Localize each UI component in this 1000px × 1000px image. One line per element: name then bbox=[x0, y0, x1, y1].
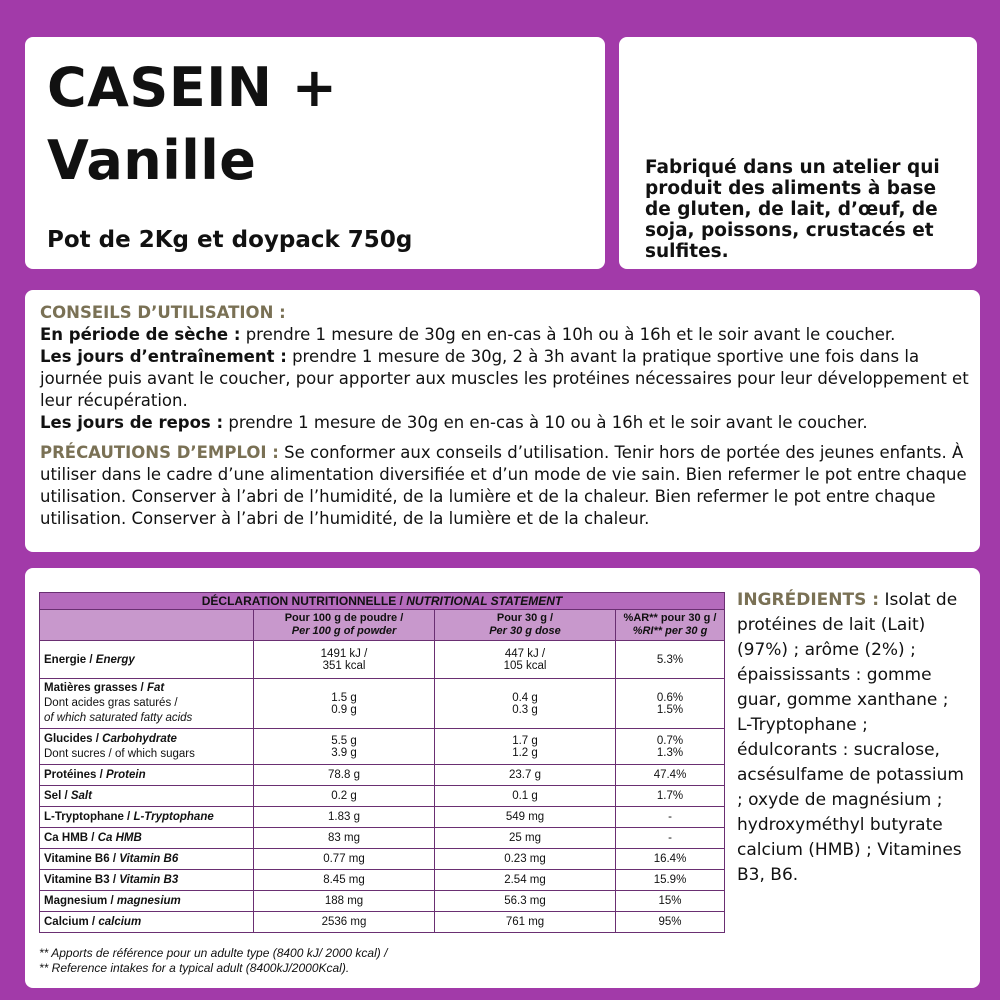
cell-100g bbox=[254, 679, 435, 729]
table-row bbox=[40, 807, 725, 828]
col2-fr: Pour 30 g / bbox=[496, 612, 554, 624]
cell-30g: 761 mg bbox=[435, 912, 616, 933]
ingredients-text: Isolat de protéines de lait (Lait) (97%) ; arôme (2%) ; épaississants : gomme guar, gomme xanthane ; L-Tryptophane ; édulcorants : sucralose, acsésulfame de potassium ; oxyde de magnésium ; hydroxyméthyl butyrate calcium (HMB) ; Vitamines B3, B6. bbox=[737, 590, 964, 885]
nutrition-title-fr: DÉCLARATION NUTRITIONNELLE / bbox=[201, 594, 403, 608]
cell-30g: 56.3 mg bbox=[435, 891, 616, 912]
cell-100g: 78.8 g bbox=[254, 765, 435, 786]
label-fr: Ca HMB / bbox=[44, 832, 95, 844]
table-row bbox=[40, 891, 725, 912]
value-main: 5.5 g bbox=[331, 734, 357, 747]
usage-heading: CONSEILS D’UTILISATION : bbox=[40, 303, 286, 322]
precautions-heading: PRÉCAUTIONS D’EMPLOI : bbox=[40, 443, 279, 462]
cell-ri: 1.7% bbox=[616, 786, 725, 807]
value-main: 0.6% bbox=[656, 691, 684, 704]
usage-block bbox=[40, 302, 970, 530]
table-row bbox=[40, 786, 725, 807]
cell-30g bbox=[435, 641, 616, 679]
nutrition-table-title bbox=[40, 593, 725, 610]
label-fr: Vitamine B6 / bbox=[44, 853, 117, 865]
ingredients-block bbox=[737, 588, 967, 888]
label-fr: Magnesium / bbox=[44, 895, 114, 907]
column-header-100g bbox=[254, 610, 435, 641]
cell-100g bbox=[254, 641, 435, 679]
cell-30g: 0.1 g bbox=[435, 786, 616, 807]
cell-100g: 2536 mg bbox=[254, 912, 435, 933]
label-en: Salt bbox=[70, 790, 92, 802]
usage-seche-label: En période de sèche : bbox=[40, 325, 241, 344]
cell-ri: 47.4% bbox=[616, 765, 725, 786]
value-sub: 0.3 g bbox=[512, 703, 538, 716]
cell-100g: 188 mg bbox=[254, 891, 435, 912]
table-row-glucides bbox=[40, 729, 725, 765]
label-en: Ca HMB bbox=[97, 832, 142, 844]
allergen-card bbox=[619, 37, 977, 269]
label-en: L-Tryptophane bbox=[133, 811, 214, 823]
row-label bbox=[40, 765, 254, 786]
usage-entrainement-label: Les jours d’entraînement : bbox=[40, 347, 287, 366]
usage-seche-text: prendre 1 mesure de 30g en en-cas à 10h ou à 16h et le soir avant le coucher. bbox=[240, 325, 896, 344]
product-title-line2: Vanille bbox=[47, 129, 257, 192]
label-en: Protein bbox=[106, 769, 146, 781]
cell-30g bbox=[435, 729, 616, 765]
cell-30g: 23.7 g bbox=[435, 765, 616, 786]
cell-ri: 16.4% bbox=[616, 849, 725, 870]
cell-ri: - bbox=[616, 828, 725, 849]
column-header-ri bbox=[616, 610, 725, 641]
cell-100g: 8.45 mg bbox=[254, 870, 435, 891]
energy-kj-100g: 1491 kJ / bbox=[320, 647, 368, 660]
row-label bbox=[40, 729, 254, 765]
product-title-line1: CASEIN + bbox=[47, 56, 338, 119]
value-main: 0.7% bbox=[656, 734, 684, 747]
energy-kcal-100g: 351 kcal bbox=[322, 659, 366, 672]
row-label bbox=[40, 870, 254, 891]
label-en: Carbohydrate bbox=[102, 732, 177, 745]
table-row bbox=[40, 870, 725, 891]
cell-30g bbox=[435, 679, 616, 729]
nutrition-card bbox=[25, 568, 980, 988]
nutrition-column-headers bbox=[40, 610, 725, 641]
label-fr: Sel / bbox=[44, 790, 68, 802]
label-en: Energy bbox=[95, 653, 135, 666]
cell-ri: 15.9% bbox=[616, 870, 725, 891]
label-en: calcium bbox=[98, 916, 142, 928]
title-card bbox=[25, 37, 605, 269]
cell-ri bbox=[616, 729, 725, 765]
label-en: magnesium bbox=[116, 895, 181, 907]
value-sub: 1.3% bbox=[656, 746, 684, 759]
column-header-30g bbox=[435, 610, 616, 641]
usage-repos-label: Les jours de repos : bbox=[40, 413, 224, 432]
row-label bbox=[40, 786, 254, 807]
cell-ri: 5.3% bbox=[616, 641, 725, 679]
cell-ri: 95% bbox=[616, 912, 725, 933]
col1-en: Per 100 g of powder bbox=[291, 625, 397, 637]
label-fr: Glucides / bbox=[44, 732, 99, 745]
table-row bbox=[40, 912, 725, 933]
cell-100g: 0.77 mg bbox=[254, 849, 435, 870]
row-label bbox=[40, 849, 254, 870]
sublabel-en: of which saturated fatty acids bbox=[44, 712, 193, 724]
cell-100g: 83 mg bbox=[254, 828, 435, 849]
usage-entrainement-text: prendre 1 mesure de 30g, 2 à 3h avant la pratique sportive une fois dans la journée puis avant le coucher, pour apporter aux muscles les protéines nécessaires pour leur développement et leur récupération. bbox=[40, 347, 969, 410]
table-row bbox=[40, 765, 725, 786]
footnote-en: ** Reference intakes for a typical adult (8400kJ/2000Kcal). bbox=[39, 961, 350, 975]
row-label bbox=[40, 807, 254, 828]
cell-30g: 25 mg bbox=[435, 828, 616, 849]
label-en: Vitamin B6 bbox=[119, 853, 179, 865]
footnote-fr: ** Apports de référence pour un adulte type (8400 kJ/ 2000 kcal) / bbox=[39, 946, 388, 960]
col1-fr: Pour 100 g de poudre / bbox=[284, 612, 404, 624]
usage-entrainement bbox=[40, 346, 970, 412]
sublabel: Dont sucres / of which sugars bbox=[44, 747, 195, 760]
value-sub: 3.9 g bbox=[331, 746, 357, 759]
col2-en: Per 30 g dose bbox=[489, 625, 561, 637]
allergen-notice: Fabriqué dans un atelier qui produit des aliments à base de gluten, de lait, d’œuf, de soja, poissons, crustacés et sulfites. bbox=[645, 157, 940, 262]
label-fr: Calcium / bbox=[44, 916, 96, 928]
energy-kcal-30g: 105 kcal bbox=[503, 659, 547, 672]
nutrition-title-en: NUTRITIONAL STATEMENT bbox=[406, 594, 563, 608]
label-fr: Vitamine B3 / bbox=[44, 874, 117, 886]
value-main: 1.5 g bbox=[331, 691, 357, 704]
label-fr: Energie / bbox=[44, 653, 93, 666]
row-label bbox=[40, 912, 254, 933]
label-en: Fat bbox=[146, 682, 165, 694]
usage-card bbox=[25, 290, 980, 552]
product-packaging: Pot de 2Kg et doypack 750g bbox=[47, 227, 413, 253]
table-row-energie bbox=[40, 641, 725, 679]
label-fr: Protéines / bbox=[44, 769, 103, 781]
precautions-text: Se conformer aux conseils d’utilisation. Tenir hors de portée des jeunes enfants. À utiliser dans le cadre d’une alimentation diversifiée et d’un mode de vie sain. Bien refermer le pot entre chaque utilisation. Conserver à l’abri de l’humidité, de la lumière et de la chaleur. Bien refermer le pot entre chaque utilisation. Conserver à l’abri de l’humidité, de la lumière et de la chaleur. bbox=[40, 443, 967, 528]
value-sub: 1.2 g bbox=[512, 746, 538, 759]
cell-30g: 549 mg bbox=[435, 807, 616, 828]
nutrition-table-title-row bbox=[40, 593, 725, 610]
table-row bbox=[40, 828, 725, 849]
cell-ri: 15% bbox=[616, 891, 725, 912]
sublabel-fr: Dont acides gras saturés / bbox=[44, 697, 178, 709]
cell-100g: 0.2 g bbox=[254, 786, 435, 807]
label-en: Vitamin B3 bbox=[119, 874, 179, 886]
reference-intake-note bbox=[39, 946, 387, 976]
row-label bbox=[40, 641, 254, 679]
label-fr: Matières grasses / bbox=[44, 682, 144, 694]
usage-repos bbox=[40, 412, 970, 434]
ingredients-heading: INGRÉDIENTS : bbox=[737, 590, 880, 610]
cell-ri: - bbox=[616, 807, 725, 828]
cell-30g: 0.23 mg bbox=[435, 849, 616, 870]
value-sub: 0.9 g bbox=[331, 703, 357, 716]
precautions bbox=[40, 442, 970, 530]
col3-en: %RI** per 30 g bbox=[632, 625, 708, 637]
usage-seche bbox=[40, 324, 970, 346]
row-label bbox=[40, 679, 254, 729]
row-label bbox=[40, 891, 254, 912]
table-row bbox=[40, 849, 725, 870]
value-main: 0.4 g bbox=[512, 691, 538, 704]
col3-fr: %AR** pour 30 g / bbox=[623, 612, 717, 624]
product-title bbox=[47, 51, 338, 197]
nutrition-simple-rows bbox=[40, 765, 725, 933]
cell-ri bbox=[616, 679, 725, 729]
usage-repos-text: prendre 1 mesure de 30g en en-cas à 10 ou à 16h et le soir avant le coucher. bbox=[223, 413, 868, 432]
table-row-matieres-grasses bbox=[40, 679, 725, 729]
row-label bbox=[40, 828, 254, 849]
value-main: 1.7 g bbox=[512, 734, 538, 747]
column-header-empty bbox=[40, 610, 254, 641]
cell-30g: 2.54 mg bbox=[435, 870, 616, 891]
energy-kj-30g: 447 kJ / bbox=[504, 647, 546, 660]
label-fr: L-Tryptophane / bbox=[44, 811, 131, 823]
nutrition-table bbox=[39, 592, 725, 933]
cell-100g: 1.83 g bbox=[254, 807, 435, 828]
value-sub: 1.5% bbox=[656, 703, 684, 716]
cell-100g bbox=[254, 729, 435, 765]
